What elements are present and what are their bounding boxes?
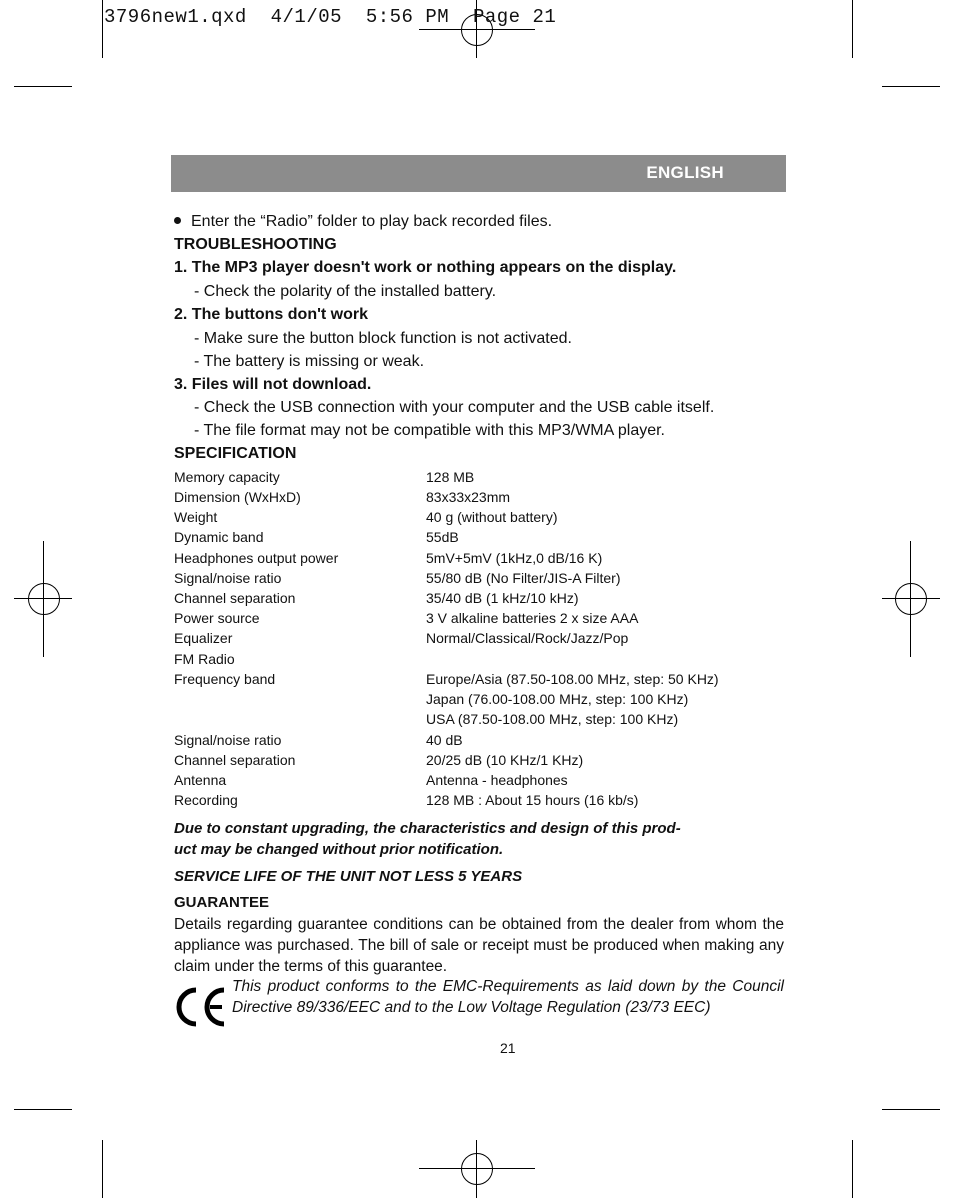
spec-value: 3 V alkaline batteries 2 x size AAA bbox=[426, 610, 639, 626]
guarantee-title: GUARANTEE bbox=[174, 894, 270, 911]
trouble-item-3-solution-1: - Check the USB connection with your computer and the USB cable itself. bbox=[194, 399, 715, 416]
spec-label: FM Radio bbox=[174, 651, 235, 667]
spec-label: Weight bbox=[174, 509, 218, 525]
spec-row bbox=[174, 752, 584, 768]
spec-row bbox=[174, 550, 603, 566]
spec-row bbox=[174, 610, 639, 626]
page-number: 21 bbox=[500, 1040, 516, 1056]
spec-value: Japan (76.00-108.00 MHz, step: 100 KHz) bbox=[426, 691, 689, 707]
upgrade-note-line-1: Due to constant upgrading, the characteristics and design of this prod- bbox=[174, 820, 681, 837]
spec-value: 55/80 dB (No Filter/JIS-A Filter) bbox=[426, 570, 621, 586]
spec-row bbox=[174, 630, 629, 646]
spec-label: Channel separation bbox=[174, 590, 296, 606]
spec-value: 83x33x23mm bbox=[426, 489, 511, 505]
troubleshooting-title: TROUBLESHOOTING bbox=[174, 236, 337, 253]
spec-row bbox=[174, 792, 639, 808]
spec-label: Antenna bbox=[174, 772, 227, 788]
spec-value: 35/40 dB (1 kHz/10 kHz) bbox=[426, 590, 579, 606]
guarantee-text: Details regarding guarantee conditions can be obtained from the dealer from whom the appliance was purchased. The bill of sale or receipt must be produced when making any claim under the terms of this guarantee. bbox=[174, 916, 784, 975]
trouble-item-1-title: 1. The MP3 player doesn't work or nothing appears on the display. bbox=[174, 259, 677, 276]
upgrade-note bbox=[174, 818, 784, 860]
trouble-item-3-title: 3. Files will not download. bbox=[174, 376, 372, 393]
spec-label: Dimension (WxHxD) bbox=[174, 489, 301, 505]
ce-mark-icon bbox=[174, 984, 228, 1030]
spec-label: Memory capacity bbox=[174, 469, 280, 485]
spec-label: Equalizer bbox=[174, 630, 233, 646]
spec-row bbox=[174, 570, 621, 586]
trouble-item-2-solution-2: - The battery is missing or weak. bbox=[194, 353, 425, 370]
spec-row bbox=[174, 529, 459, 545]
spec-value: Antenna - headphones bbox=[426, 772, 568, 788]
spec-value: 40 dB bbox=[426, 732, 463, 748]
spec-label: Dynamic band bbox=[174, 529, 264, 545]
spec-value: 5mV+5mV (1kHz,0 dB/16 K) bbox=[426, 550, 603, 566]
spec-value: 128 MB : About 15 hours (16 kb/s) bbox=[426, 792, 639, 808]
spec-value: 40 g (without battery) bbox=[426, 509, 558, 525]
service-life-note: SERVICE LIFE OF THE UNIT NOT LESS 5 YEARS bbox=[174, 868, 523, 885]
spec-label: Headphones output power bbox=[174, 550, 339, 566]
spec-value: USA (87.50-108.00 MHz, step: 100 KHz) bbox=[426, 711, 679, 727]
file-slug: 3796new1.qxd 4/1/05 5:56 PM Page 21 bbox=[104, 6, 557, 28]
spec-row bbox=[174, 671, 719, 687]
intro-bullet bbox=[174, 213, 552, 231]
specification-title: SPECIFICATION bbox=[174, 445, 297, 462]
language-banner bbox=[171, 155, 786, 192]
spec-value: Europe/Asia (87.50-108.00 MHz, step: 50 KHz) bbox=[426, 671, 719, 687]
spec-row bbox=[174, 590, 579, 606]
spec-row bbox=[174, 772, 568, 788]
trouble-item-2-title: 2. The buttons don't work bbox=[174, 306, 369, 323]
trouble-item-1-solution-1: - Check the polarity of the installed battery. bbox=[194, 283, 497, 300]
spec-label: Power source bbox=[174, 610, 260, 626]
trouble-item-3-solution-2: - The file format may not be compatible with this MP3/WMA player. bbox=[194, 422, 665, 439]
spec-row bbox=[174, 489, 511, 505]
spec-row bbox=[174, 509, 558, 525]
spec-value: 128 MB bbox=[426, 469, 475, 485]
language-label: ENGLISH bbox=[646, 163, 724, 182]
spec-row bbox=[174, 732, 463, 748]
spec-value: Normal/Classical/Rock/Jazz/Pop bbox=[426, 630, 629, 646]
spec-label: Frequency band bbox=[174, 671, 276, 687]
spec-label: Signal/noise ratio bbox=[174, 570, 282, 586]
bullet-icon bbox=[174, 217, 181, 224]
upgrade-note-line-2: uct may be changed without prior notification. bbox=[174, 841, 504, 858]
spec-row bbox=[174, 469, 475, 485]
spec-label: Recording bbox=[174, 792, 238, 808]
spec-row bbox=[174, 651, 235, 667]
trouble-item-2-solution-1: - Make sure the button block function is not activated. bbox=[194, 330, 572, 347]
spec-value: 55dB bbox=[426, 529, 459, 545]
spec-label: Signal/noise ratio bbox=[174, 732, 282, 748]
intro-text: Enter the “Radio” folder to play back recorded files. bbox=[191, 213, 553, 230]
compliance-text: This product conforms to the EMC-Requirements as laid down by the Council Directive 89/336/EEC and to the Low Voltage Regulation (23/73 EEC) bbox=[232, 978, 784, 1016]
spec-value: 20/25 dB (10 KHz/1 KHz) bbox=[426, 752, 584, 768]
spec-label: Channel separation bbox=[174, 752, 296, 768]
